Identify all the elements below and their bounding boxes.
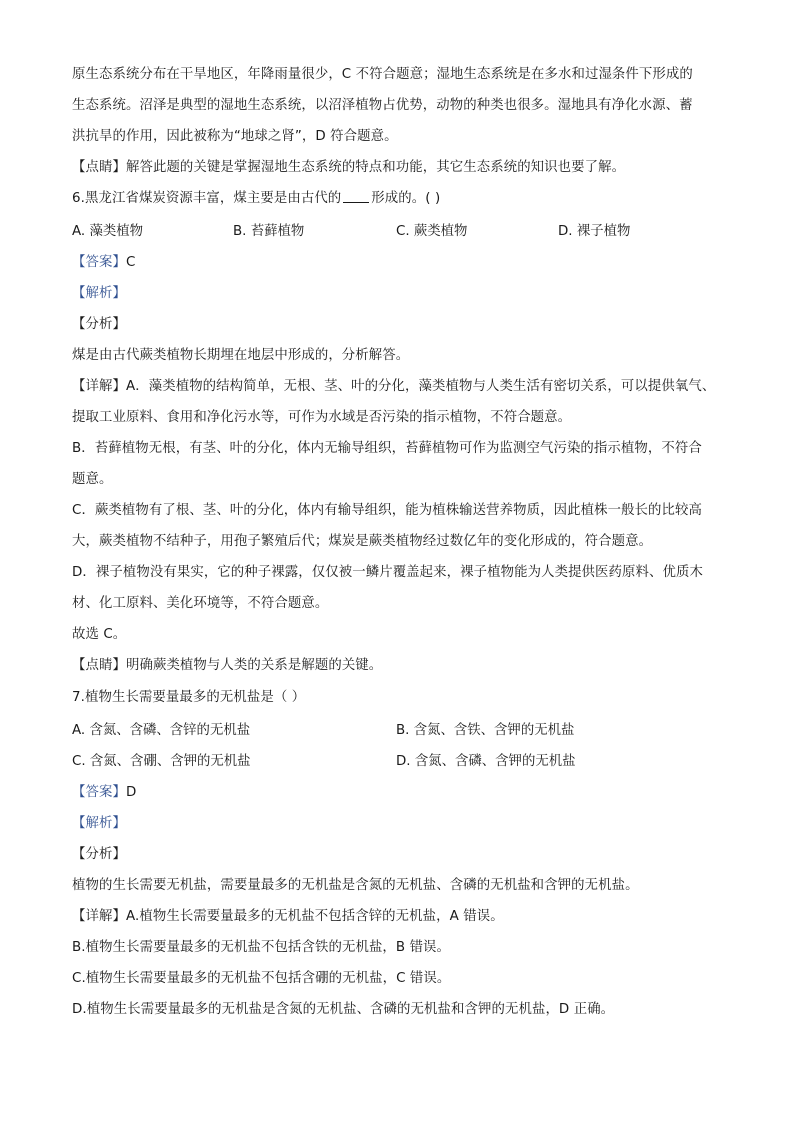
q7-detail-tag: 【详解】 [72,909,126,924]
q7-option-b: B. 含氮、含铁、含钾的无机盐 [396,723,575,738]
q6-detail-text-1: A．藻类植物的结构简单，无根、茎、叶的分化，藻类植物与人类生活有密切关系，可以提供氧气、 [125,379,716,394]
q7-stem: 7.植物生长需要量最多的无机盐是（ ） [72,690,306,705]
q6-answer-value: C [125,255,136,270]
q7-fenxi: 植物的生长需要无机盐，需要量最多的无机盐是含氮的无机盐、含磷的无机盐和含钾的无机盐。 [72,878,639,893]
q7-jiexi-tag: 【解析】 [72,816,126,831]
q6-option-b: B. 苔藓植物 [233,224,305,239]
q7-detail-line-1 [72,908,722,926]
q7-option-a: A. 含氮、含磷、含锌的无机盐 [72,723,251,738]
q6-fenxi-tag: 【分析】 [72,317,126,332]
q6-stem [72,190,722,208]
q6-detail-line-2: 提取工业原料、食用和净化污水等，可作为水域是否污染的指示植物，不符合题意。 [72,410,572,425]
dianjing-tag: 【点睛】 [72,160,126,175]
q6-answer [72,254,722,272]
q7-answer-tag: 【答案】 [72,785,126,800]
q6-detail-line-5: C．蕨类植物有了根、茎、叶的分化，体内有输导组织，能为植株输送营养物质，因此植株一般长的比较高 [72,503,703,518]
q6-stem-a: 6.黑龙江省煤炭资源丰富，煤主要是由古代的 [72,191,342,206]
q6-option-c: C. 蕨类植物 [396,224,468,239]
q7-answer-value: D [125,785,137,800]
q6-dianjing [72,657,722,675]
q6-detail-line-8: 材、化工原料、美化环境等，不符合题意。 [72,596,329,611]
q6-option-d: D. 裸子植物 [558,224,631,239]
q7-fenxi-tag: 【分析】 [72,847,126,862]
q7-option-c: C. 含氮、含硼、含钾的无机盐 [72,754,251,769]
q7-detail-line-4: D.植物生长需要量最多的无机盐是含氮的无机盐、含磷的无机盐和含钾的无机盐，D 正确。 [72,1002,615,1017]
q7-detail-line-2: B.植物生长需要量最多的无机盐不包括含铁的无机盐，B 错误。 [72,940,451,955]
intro-dianjing [72,159,722,177]
intro-line-1: 原生态系统分布在干旱地区，年降雨量很少，C 不符合题意；湿地生态系统是在多水和过湿条件下形成的 [72,67,693,82]
q6-blank [343,190,369,203]
q7-detail-line-3: C.植物生长需要量最多的无机盐不包括含硼的无机盐，C 错误。 [72,971,451,986]
q7-answer [72,784,722,802]
q6-dianjing-tag: 【点睛】 [72,658,126,673]
q6-dianjing-text: 明确蕨类植物与人类的关系是解题的关键。 [125,658,383,673]
dianjing-text: 解答此题的关键是掌握湿地生态系统的特点和功能，其它生态系统的知识也要了解。 [125,160,626,175]
q7-detail-text-1: A.植物生长需要量最多的无机盐不包括含锌的无机盐，A 错误。 [125,909,504,924]
q6-fenxi: 煤是由古代蕨类植物长期埋在地层中形成的，分析解答。 [72,348,410,363]
q6-jiexi-tag: 【解析】 [72,286,126,301]
q6-choose: 故选 C。 [72,627,127,642]
q6-answer-tag: 【答案】 [72,255,126,270]
intro-line-2: 生态系统。沼泽是典型的湿地生态系统，以沼泽植物占优势，动物的种类也很多。湿地具有净化水源、蓄 [72,98,693,113]
q6-detail-line-3: B．苔藓植物无根，有茎、叶的分化，体内无输导组织，苔藓植物可作为监测空气污染的指示植物，不符合 [72,441,702,456]
intro-line-3: 洪抗旱的作用，因此被称为“地球之肾”，D 符合题意。 [72,129,398,144]
q6-detail-line-7: D．裸子植物没有果实，它的种子裸露，仅仅被一鳞片覆盖起来，裸子植物能为人类提供医药原料、优质木 [72,565,703,580]
q6-detail-line-6: 大，蕨类植物不结种子，用孢子繁殖后代；煤炭是蕨类植物经过数亿年的变化形成的，符合题意。 [72,534,653,549]
q6-option-a: A. 藻类植物 [72,224,143,239]
q6-detail-line-1 [72,378,722,396]
q6-detail-line-4: 题意。 [72,472,113,487]
q6-detail-tag: 【详解】 [72,379,126,394]
q6-stem-b: 形成的。( ) [371,191,441,206]
q7-option-d: D. 含氮、含磷、含钾的无机盐 [396,754,576,769]
